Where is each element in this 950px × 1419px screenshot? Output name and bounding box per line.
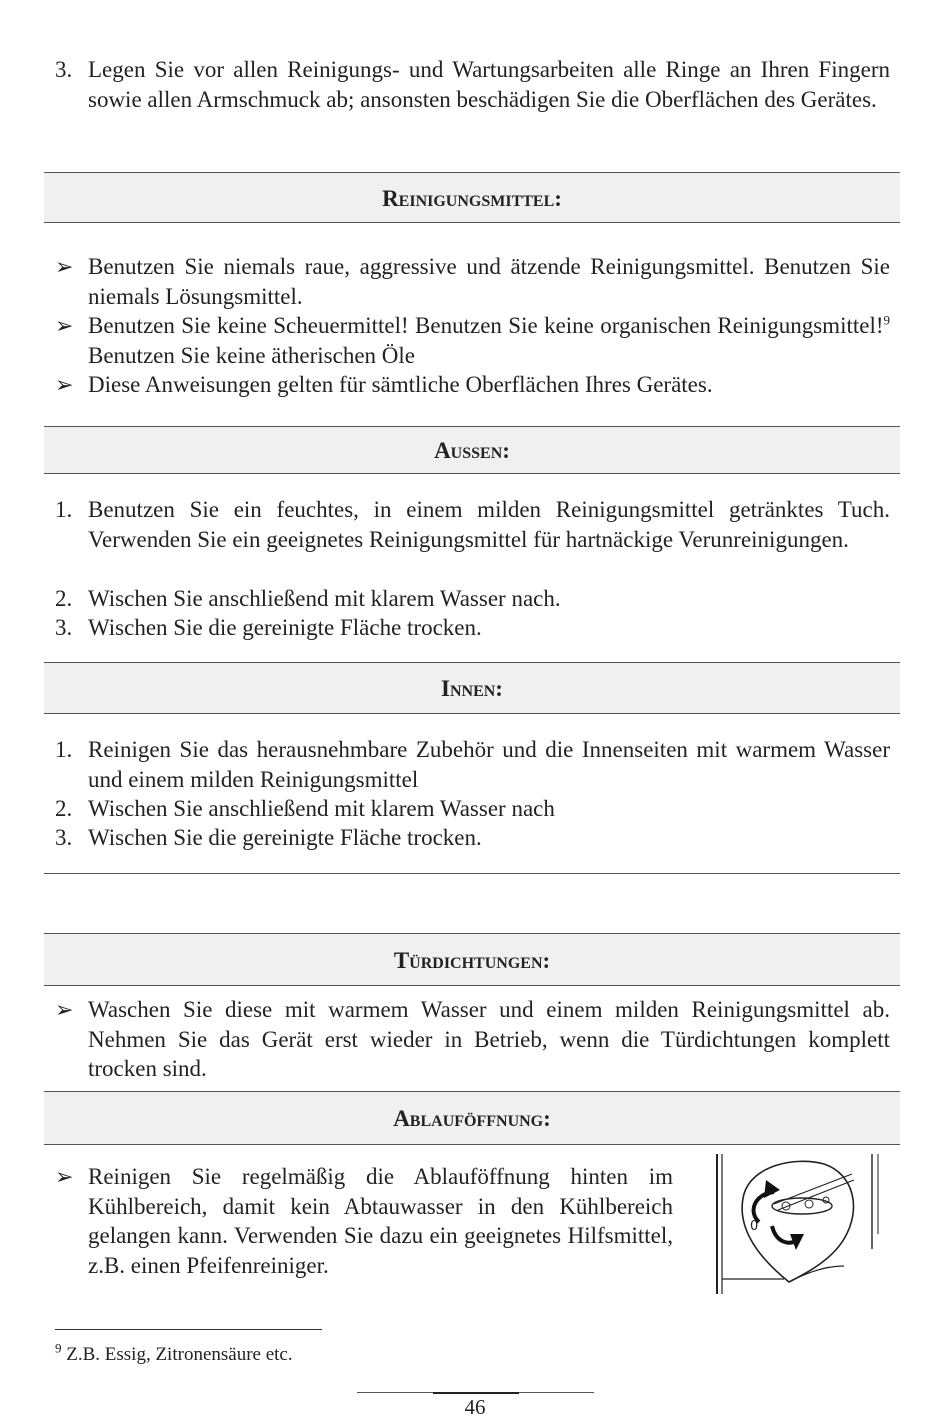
list-item-text: Reinigen Sie das herausnehmbare Zubehör und die Innenseiten mit warmem Wasser und einem milden Reinigungsmittel (88, 737, 890, 792)
section-heading-aussen: Außen: (44, 426, 900, 474)
list-number: 3. (55, 57, 73, 82)
list-item-text: Wischen Sie die gereinigte Fläche trocken. (88, 615, 482, 640)
list-item-text: Benutzen Sie ein feuchtes, in einem milden Reinigungsmittel getränktes Tuch. Verwenden Sie ein geeignetes Reinigungsmittel für hartnäckige Verunreinigungen. (88, 497, 890, 552)
list-item (55, 794, 890, 824)
list-item (55, 735, 890, 794)
arrow-bullet-icon: ➢ (55, 372, 74, 397)
list-item (55, 584, 890, 614)
bullet-item (55, 252, 890, 311)
bullet-item-text (88, 311, 890, 370)
section-heading-reinigungsmittel: Reinigungsmittel: (44, 172, 900, 223)
list-number: 1. (55, 497, 73, 522)
list-item (55, 613, 890, 643)
svg-text:0: 0 (750, 1219, 759, 1234)
list-item-text: Wischen Sie die gereinigte Fläche trocken. (88, 825, 482, 850)
bullet-item-text: Waschen Sie diese mit warmem Wasser und einem milden Reinigungsmittel ab. Nehmen Sie das Gerät erst wieder in Betrieb, wenn die Türdichtungen komplett trocken sind. (88, 997, 890, 1081)
footnote-reference: 9 (883, 312, 890, 328)
bullet-item (55, 1162, 673, 1280)
arrow-bullet-icon: ➢ (55, 1164, 74, 1189)
arrow-bullet-icon: ➢ (55, 254, 74, 279)
bullet-item-text-tail: Benutzen Sie keine ätherischen Öle (88, 342, 415, 368)
bullet-item (55, 995, 890, 1084)
section-heading-ablauf: Ablauföffnung: (44, 1091, 900, 1145)
footnote (55, 1340, 293, 1367)
list-number: 1. (55, 737, 73, 762)
list-item-text: Wischen Sie anschließend mit klarem Wasser nach. (88, 586, 561, 611)
list-item (55, 823, 890, 853)
section-heading-innen: Innen: (44, 662, 900, 714)
list-number: 3. (55, 825, 73, 850)
list-number: 2. (55, 586, 73, 611)
drain-cleaning-illustration (714, 1154, 884, 1299)
bullet-item (55, 311, 890, 370)
list-number: 2. (55, 796, 73, 821)
page-number: 46 (464, 1395, 486, 1419)
list-item-text: Wischen Sie anschließend mit klarem Wasser nach (88, 796, 555, 821)
arrow-bullet-icon: ➢ (55, 313, 74, 338)
bullet-item (55, 370, 890, 400)
list-number: 3. (55, 615, 73, 640)
list-item (55, 55, 890, 114)
arrow-bullet-icon: ➢ (55, 997, 74, 1022)
bullet-item-text: Benutzen Sie niemals raue, aggressive und ätzende Reinigungsmittel. Benutzen Sie niemals Lösungsmittel. (88, 254, 890, 309)
bullet-item-text-main: Benutzen Sie keine Scheuermittel! Benutzen Sie keine organischen Reinigungsmittel! (88, 313, 884, 338)
bullet-item-text: Reinigen Sie regelmäßig die Ablauföffnung hinten im Kühlbereich, damit kein Abtauwasser in den Kühlbereich gelangen kann. Verwenden Sie dazu ein geeignetes Hilfsmittel, z.B. einen Pfeifenreiniger. (88, 1164, 673, 1278)
bullet-item-text: Diese Anweisungen gelten für sämtliche Oberflächen Ihres Gerätes. (88, 372, 713, 397)
section-divider (44, 873, 900, 874)
section-heading-tuerdichtungen: Türdichtungen: (44, 933, 900, 986)
footnote-number: 9 (55, 1340, 62, 1356)
list-item-text: Legen Sie vor allen Reinigungs- und Wartungsarbeiten alle Ringe an Ihren Fingern sowie allen Armschmuck ab; ansonsten beschädigen Sie die Oberflächen des Gerätes. (88, 57, 890, 112)
footnote-rule (55, 1329, 322, 1330)
list-item (55, 495, 890, 554)
footnote-text: Z.B. Essig, Zitronensäure etc. (61, 1344, 293, 1365)
page-number-rule-accent (433, 1392, 519, 1394)
